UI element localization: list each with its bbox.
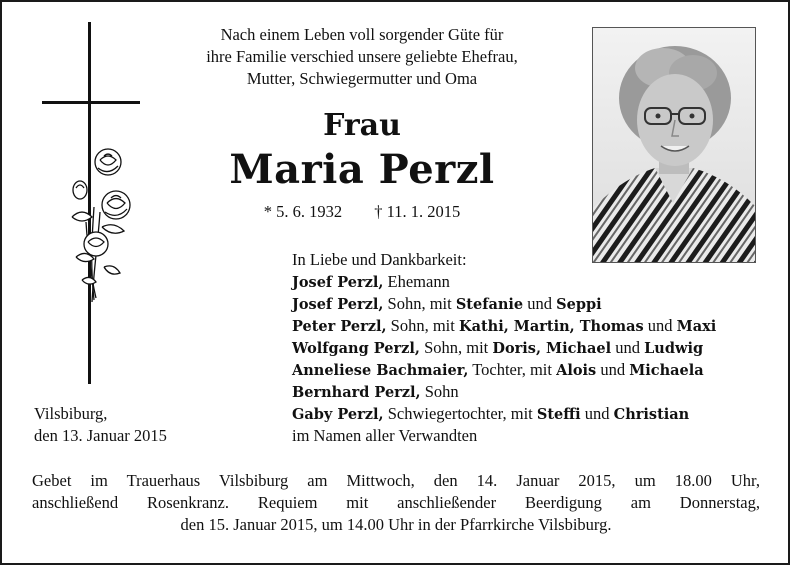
deceased-name: Maria Perzl	[229, 146, 495, 193]
mourners-closing: im Namen aller Verwandten	[292, 426, 478, 445]
intro-line: ihre Familie verschied unsere geliebte Ehefrau,	[206, 47, 518, 66]
portrait-photo	[592, 27, 756, 263]
mourner-row	[292, 337, 772, 359]
mourner-connector: und	[596, 360, 630, 379]
life-dates	[122, 202, 602, 222]
mourner-family: Ludwig	[644, 340, 704, 357]
service-line: den 15. Januar 2015, um 14.00 Uhr in der Pfarrkirche Vilsbiburg.	[180, 515, 612, 534]
birth-date: * 5. 6. 1932	[263, 202, 343, 221]
mourner-relation: Sohn, mit	[383, 294, 456, 313]
mourner-relation: Schwiegertochter, mit	[383, 404, 537, 423]
mourner-family: Doris, Michael	[492, 340, 612, 357]
mourner-name: Anneliese Bachmaier,	[292, 362, 469, 379]
intro-line: Mutter, Schwiegermutter und Oma	[246, 69, 478, 88]
service-line: anschließend Rosenkranz. Requiem mit anschließender Beerdigung am Donnerstag,	[32, 493, 760, 512]
mourner-family: Christian	[613, 406, 690, 423]
mourner-row	[292, 381, 772, 403]
mourner-row	[292, 315, 772, 337]
mourner-relation: Ehemann	[383, 272, 450, 291]
intro-line: Nach einem Leben voll sorgender Güte für	[220, 25, 504, 44]
mourner-relation: Sohn	[420, 382, 459, 401]
mourner-family: Michaela	[629, 362, 704, 379]
mourners-list	[292, 249, 772, 447]
mourner-relation: Sohn, mit	[386, 316, 459, 335]
service-line: Gebet im Trauerhaus Vilsbiburg am Mittwoch, den 14. Januar 2015, um 18.00 Uhr,	[32, 471, 760, 490]
mourner-row	[292, 293, 772, 315]
mourner-row	[292, 403, 772, 425]
mourner-row	[292, 271, 772, 293]
mourner-name: Josef Perzl,	[292, 296, 384, 313]
mourner-connector: und	[643, 316, 677, 335]
notice-date: den 13. Januar 2015	[34, 426, 167, 445]
mourners-heading: In Liebe und Dankbarkeit:	[292, 250, 467, 269]
salutation: Frau	[323, 108, 401, 143]
mourner-row	[292, 359, 772, 381]
service-information	[32, 470, 760, 536]
mourner-relation: Tochter, mit	[468, 360, 557, 379]
mourner-connector: und	[580, 404, 614, 423]
mourner-connector: und	[523, 294, 557, 313]
mourner-family: Stefanie	[455, 296, 524, 313]
mourner-family: Alois	[556, 362, 597, 379]
mourner-relation: Sohn, mit	[419, 338, 493, 357]
mourner-family: Kathi, Martin, Thomas	[458, 318, 644, 335]
mourner-name: Peter Perzl,	[292, 318, 387, 335]
mourner-name: Wolfgang Perzl,	[292, 340, 420, 357]
mourner-family: Steffi	[536, 406, 581, 423]
mourner-connector: und	[611, 338, 645, 357]
mourner-name: Gaby Perzl,	[292, 406, 384, 423]
mourner-name: Josef Perzl,	[292, 274, 384, 291]
place: Vilsbiburg,	[34, 404, 108, 423]
intro-text	[122, 24, 602, 90]
place-and-date	[34, 403, 167, 447]
mourner-name: Bernhard Perzl,	[292, 384, 421, 401]
death-date: † 11. 1. 2015	[374, 202, 461, 221]
mourner-family: Maxi	[676, 318, 717, 335]
mourner-family: Seppi	[556, 296, 602, 313]
